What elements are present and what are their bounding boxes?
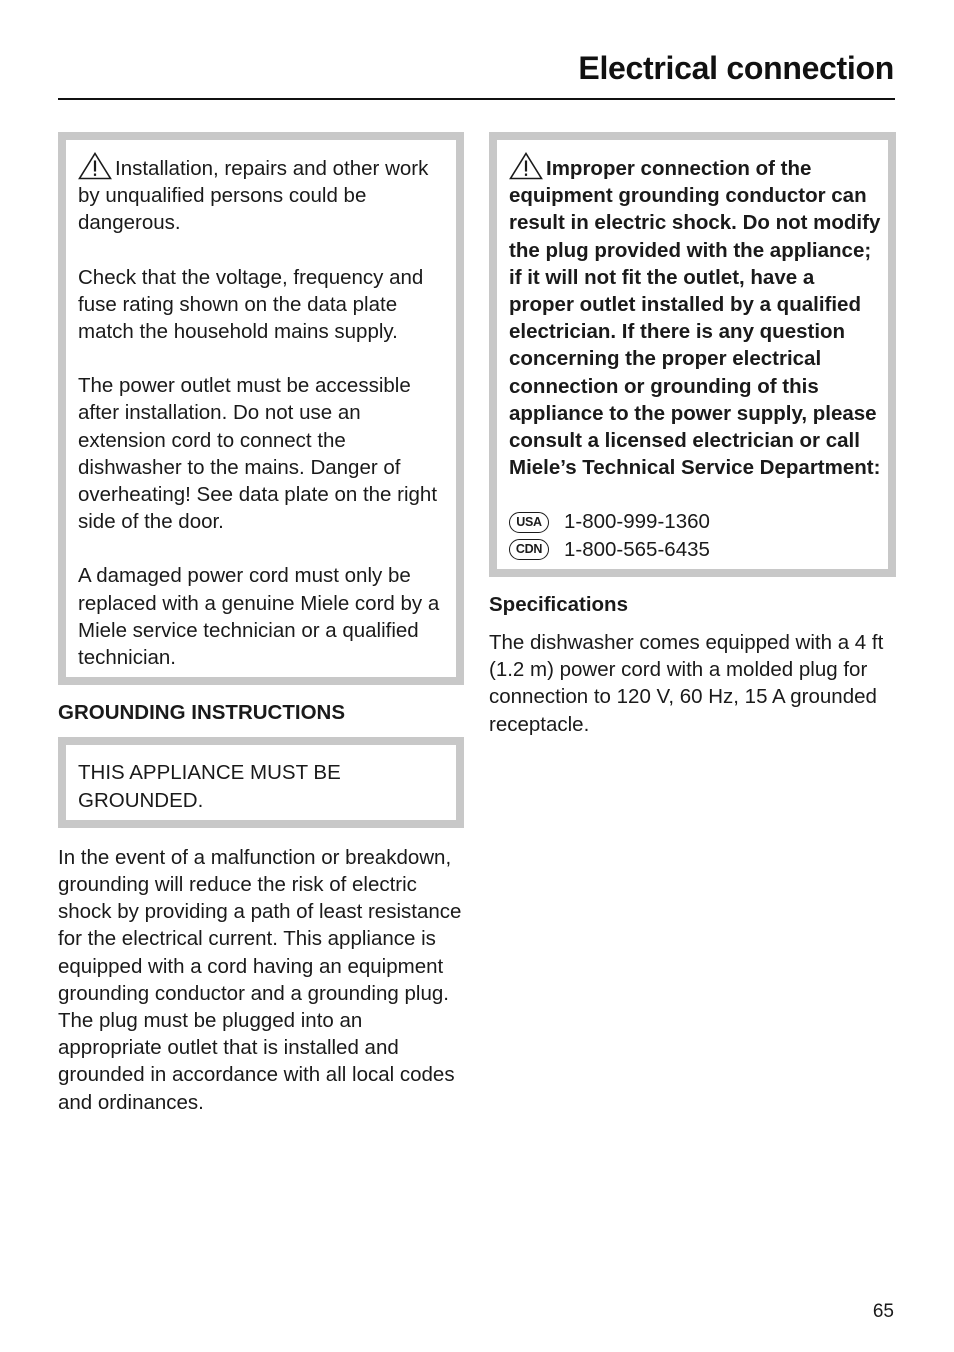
phone-row-cdn (509, 536, 884, 563)
warning-paragraph-2: Check that the voltage, frequency and fuse rating shown on the data plate match the household mains supply. (78, 265, 424, 344)
grounding-warning-box (489, 132, 896, 577)
page-title: Electrical connection (578, 50, 894, 86)
usa-country-badge: USA (509, 512, 549, 533)
warning-paragraph-1 (78, 152, 452, 237)
warning-triangle-icon (509, 152, 543, 180)
grounding-notice-text: THIS APPLIANCE MUST BE GROUNDED. (78, 761, 341, 812)
left-column (58, 132, 464, 1143)
grounding-notice-box (58, 737, 464, 827)
specifications-heading: Specifications (489, 592, 628, 616)
page-number: 65 (872, 1301, 894, 1322)
header-divider (58, 98, 895, 100)
grounding-warning-text: Improper connection of the equipment grounding conductor can result in electric shock. Do not modify the plug provided with the appliance; if it will not fit the outlet, have a proper outlet installed by a qualified electrician. If there is any question concerning the proper electrical connection or grounding of this appliance to the power supply, please consult a licensed electrician or call Miele’s Technical Service Department: (509, 157, 881, 480)
cdn-country-badge: CDN (509, 539, 549, 560)
cdn-phone-number: 1-800-565-6435 (564, 537, 710, 561)
warning-paragraph-3: The power outlet must be accessible after installation. Do not use an extension cord to connect the dishwasher to the mains. Danger of overheating! See data plate on the right side of the door. (78, 374, 438, 534)
usa-phone-number: 1-800-999-1360 (564, 510, 710, 534)
grounding-heading: GROUNDING INSTRUCTIONS (58, 701, 345, 725)
safety-warning-box (58, 132, 464, 685)
specifications-body-text: The dishwasher comes equipped with a 4 ft (1.2 m) power cord with a molded plug for connection to 120 V, 60 Hz, 15 A grounded receptacle. (489, 631, 884, 736)
right-column (489, 132, 896, 765)
warning-paragraph-4: A damaged power cord must only be replaced with a genuine Miele cord by a Miele service technician or a qualified technician. (78, 564, 440, 670)
warning-triangle-icon (78, 152, 112, 180)
grounding-body-text: In the event of a malfunction or breakdown, grounding will reduce the risk of electric shock by providing a path of least resistance for the electrical current. This appliance is equipped with a cord having an equipment grounding conductor and a grounding plug. The plug must be plugged into an appropriate outlet that is installed and grounded in accordance with all local codes and ordinances. (58, 845, 462, 1114)
warning-text: Installation, repairs and other work by unqualified persons could be dangerous. (78, 157, 429, 235)
grounding-warning-paragraph (509, 152, 884, 481)
phone-row-usa (509, 508, 884, 535)
